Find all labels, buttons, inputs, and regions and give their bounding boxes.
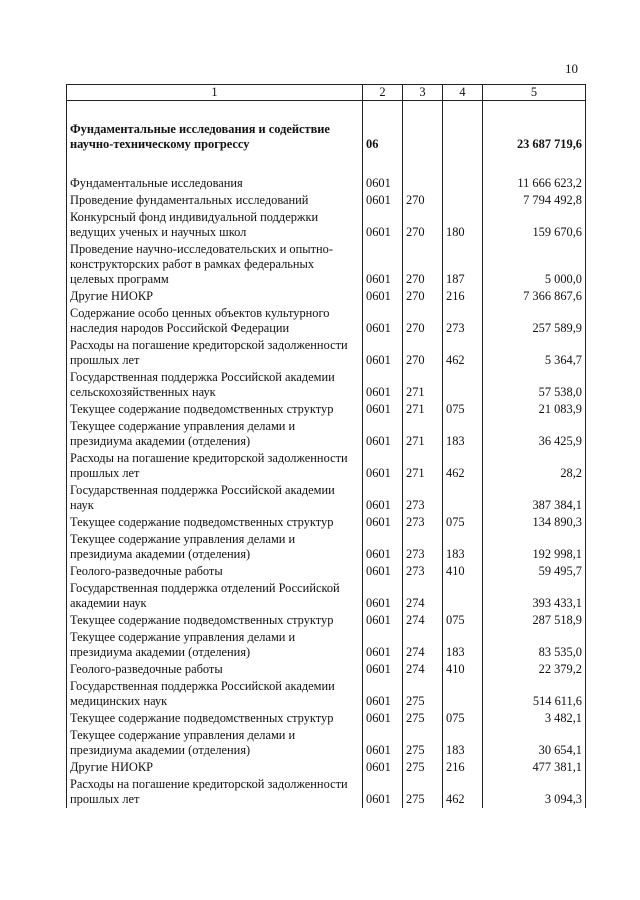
row-target-code-cell: 271 [403, 418, 443, 450]
row-expense-code-cell: 216 [443, 288, 483, 305]
header-col-2: 2 [363, 85, 403, 101]
row-name-cell: Текущее содержание подведомственных структур [67, 612, 363, 629]
row-expense-code-cell: 216 [443, 759, 483, 776]
row-amount-cell: 287 518,9 [483, 612, 586, 629]
row-target-code-cell: 275 [403, 776, 443, 808]
table-row [67, 175, 586, 192]
row-section-code-cell: 0601 [363, 727, 403, 759]
row-section-code-cell: 0601 [363, 241, 403, 288]
table-row [67, 337, 586, 369]
row-name-cell: Фундаментальные исследования [67, 175, 363, 192]
spacer-cell [403, 101, 443, 116]
row-amount-cell: 387 384,1 [483, 482, 586, 514]
table-row [67, 710, 586, 727]
page-number: 10 [565, 61, 578, 76]
row-target-code-cell: 273 [403, 482, 443, 514]
table-row [67, 401, 586, 418]
row-target-code-cell: 274 [403, 612, 443, 629]
table-row [67, 661, 586, 678]
row-expense-code-cell: 183 [443, 418, 483, 450]
row-section-code-cell: 0601 [363, 612, 403, 629]
row-section-code-cell: 0601 [363, 288, 403, 305]
spacer-cell [403, 153, 443, 175]
row-section-code-cell: 06 [363, 115, 403, 153]
row-section-code-cell: 0601 [363, 337, 403, 369]
row-expense-code-cell [443, 482, 483, 514]
table-row [67, 759, 586, 776]
header-col-1: 1 [67, 85, 363, 101]
row-expense-code-cell: 180 [443, 209, 483, 241]
row-amount-cell: 30 654,1 [483, 727, 586, 759]
row-expense-code-cell: 410 [443, 661, 483, 678]
row-expense-code-cell: 462 [443, 450, 483, 482]
table-row [67, 776, 586, 808]
spacer-cell [443, 101, 483, 116]
row-amount-cell: 5 000,0 [483, 241, 586, 288]
row-amount-cell: 57 538,0 [483, 369, 586, 401]
row-section-code-cell: 0601 [363, 580, 403, 612]
row-target-code-cell: 271 [403, 401, 443, 418]
row-section-code-cell: 0601 [363, 531, 403, 563]
row-section-code-cell: 0601 [363, 563, 403, 580]
row-expense-code-cell [443, 369, 483, 401]
row-amount-cell: 11 666 623,2 [483, 175, 586, 192]
row-section-code-cell: 0601 [363, 661, 403, 678]
row-section-code-cell: 0601 [363, 209, 403, 241]
row-name-cell: Проведение фундаментальных исследований [67, 192, 363, 209]
row-amount-cell: 36 425,9 [483, 418, 586, 450]
row-name-cell: Текущее содержание подведомственных структур [67, 514, 363, 531]
row-target-code-cell: 274 [403, 661, 443, 678]
section-heading-row [67, 115, 586, 153]
row-name-cell: Геолого-разведочные работы [67, 661, 363, 678]
row-expense-code-cell: 075 [443, 401, 483, 418]
row-section-code-cell: 0601 [363, 369, 403, 401]
row-name-cell: Текущее содержание подведомственных структур [67, 710, 363, 727]
row-amount-cell: 477 381,1 [483, 759, 586, 776]
table-row [67, 241, 586, 288]
row-expense-code-cell: 410 [443, 563, 483, 580]
table-body [67, 101, 586, 809]
table-row [67, 678, 586, 710]
row-name-cell: Государственная поддержка Российской академии сельскохозяйственных наук [67, 369, 363, 401]
row-target-code-cell: 270 [403, 288, 443, 305]
row-amount-cell: 257 589,9 [483, 305, 586, 337]
row-amount-cell: 514 611,6 [483, 678, 586, 710]
row-amount-cell: 3 482,1 [483, 710, 586, 727]
row-name-cell: Другие НИОКР [67, 288, 363, 305]
row-amount-cell: 59 495,7 [483, 563, 586, 580]
row-target-code-cell: 271 [403, 369, 443, 401]
row-target-code-cell: 275 [403, 710, 443, 727]
table-row [67, 209, 586, 241]
row-section-code-cell: 0601 [363, 514, 403, 531]
row-expense-code-cell: 183 [443, 531, 483, 563]
row-target-code-cell: 274 [403, 580, 443, 612]
row-name-cell: Конкурсный фонд индивидуальной поддержки ведущих ученых и научных школ [67, 209, 363, 241]
row-section-code-cell: 0601 [363, 482, 403, 514]
row-section-code-cell: 0601 [363, 401, 403, 418]
row-section-code-cell: 0601 [363, 759, 403, 776]
row-expense-code-cell: 075 [443, 514, 483, 531]
row-amount-cell: 83 535,0 [483, 629, 586, 661]
row-name-cell: Текущее содержание управления делами и президиума академии (отделения) [67, 418, 363, 450]
table-row [67, 305, 586, 337]
spacer-cell [67, 153, 363, 175]
row-name-cell: Текущее содержание управления делами и президиума академии (отделения) [67, 727, 363, 759]
row-target-code-cell: 274 [403, 629, 443, 661]
row-section-code-cell: 0601 [363, 175, 403, 192]
row-expense-code-cell: 462 [443, 337, 483, 369]
row-expense-code-cell [443, 678, 483, 710]
row-name-cell: Расходы на погашение кредиторской задолженности прошлых лет [67, 776, 363, 808]
spacer-cell [483, 101, 586, 116]
row-target-code-cell: 270 [403, 241, 443, 288]
row-name-cell: Содержание особо ценных объектов культурного наследия народов Российской Федерации [67, 305, 363, 337]
row-expense-code-cell [443, 115, 483, 153]
row-expense-code-cell: 183 [443, 629, 483, 661]
row-section-code-cell: 0601 [363, 450, 403, 482]
row-section-code-cell: 0601 [363, 776, 403, 808]
row-target-code-cell: 273 [403, 563, 443, 580]
table-row [67, 580, 586, 612]
row-name-cell: Государственная поддержка Российской академии наук [67, 482, 363, 514]
row-name-cell: Проведение научно-исследовательских и опытно-конструкторских работ в рамках федеральных целевых программ [67, 241, 363, 288]
row-amount-cell: 5 364,7 [483, 337, 586, 369]
row-target-code-cell: 270 [403, 192, 443, 209]
row-name-cell: Текущее содержание управления делами и президиума академии (отделения) [67, 629, 363, 661]
row-target-code-cell: 275 [403, 727, 443, 759]
row-name-cell: Расходы на погашение кредиторской задолженности прошлых лет [67, 450, 363, 482]
row-expense-code-cell: 187 [443, 241, 483, 288]
spacer-cell [363, 101, 403, 116]
row-expense-code-cell: 183 [443, 727, 483, 759]
row-expense-code-cell: 075 [443, 710, 483, 727]
row-target-code-cell: 273 [403, 531, 443, 563]
row-name-cell: Геолого-разведочные работы [67, 563, 363, 580]
spacer-cell [363, 153, 403, 175]
row-name-cell: Другие НИОКР [67, 759, 363, 776]
row-expense-code-cell [443, 175, 483, 192]
row-amount-cell: 7 794 492,8 [483, 192, 586, 209]
header-col-4: 4 [443, 85, 483, 101]
row-amount-cell: 23 687 719,6 [483, 115, 586, 153]
row-amount-cell: 28,2 [483, 450, 586, 482]
row-target-code-cell: 270 [403, 209, 443, 241]
row-amount-cell: 22 379,2 [483, 661, 586, 678]
row-target-code-cell: 273 [403, 514, 443, 531]
row-target-code-cell [403, 175, 443, 192]
table-row [67, 727, 586, 759]
row-amount-cell: 3 094,3 [483, 776, 586, 808]
row-target-code-cell: 275 [403, 678, 443, 710]
table-row [67, 450, 586, 482]
table-row [67, 369, 586, 401]
table-header-row [67, 85, 586, 101]
spacer-cell [483, 153, 586, 175]
row-amount-cell: 192 998,1 [483, 531, 586, 563]
budget-table [66, 84, 586, 808]
row-expense-code-cell [443, 192, 483, 209]
row-target-code-cell: 270 [403, 337, 443, 369]
row-expense-code-cell: 462 [443, 776, 483, 808]
table-row [67, 563, 586, 580]
row-section-code-cell: 0601 [363, 710, 403, 727]
header-col-5: 5 [483, 85, 586, 101]
row-expense-code-cell: 273 [443, 305, 483, 337]
table-row [67, 418, 586, 450]
row-amount-cell: 134 890,3 [483, 514, 586, 531]
row-name-cell: Текущее содержание подведомственных структур [67, 401, 363, 418]
row-name-cell: Текущее содержание управления делами и президиума академии (отделения) [67, 531, 363, 563]
row-section-code-cell: 0601 [363, 305, 403, 337]
row-target-code-cell: 271 [403, 450, 443, 482]
row-expense-code-cell: 075 [443, 612, 483, 629]
table-row [67, 629, 586, 661]
table-row [67, 514, 586, 531]
spacer-row [67, 101, 586, 116]
row-section-code-cell: 0601 [363, 629, 403, 661]
row-name-cell: Государственная поддержка отделений Российской академии наук [67, 580, 363, 612]
row-name-cell: Государственная поддержка Российской академии медицинских наук [67, 678, 363, 710]
spacer-cell [67, 101, 363, 116]
table-row [67, 612, 586, 629]
table-row [67, 531, 586, 563]
row-name-cell: Фундаментальные исследования и содействие научно-техническому прогрессу [67, 115, 363, 153]
spacer-row [67, 153, 586, 175]
table-row [67, 288, 586, 305]
table-row [67, 482, 586, 514]
row-section-code-cell: 0601 [363, 192, 403, 209]
row-target-code-cell: 270 [403, 305, 443, 337]
row-section-code-cell: 0601 [363, 678, 403, 710]
row-target-code-cell [403, 115, 443, 153]
row-amount-cell: 393 433,1 [483, 580, 586, 612]
row-amount-cell: 159 670,6 [483, 209, 586, 241]
row-name-cell: Расходы на погашение кредиторской задолженности прошлых лет [67, 337, 363, 369]
table-row [67, 192, 586, 209]
row-amount-cell: 7 366 867,6 [483, 288, 586, 305]
row-expense-code-cell [443, 580, 483, 612]
row-amount-cell: 21 083,9 [483, 401, 586, 418]
row-section-code-cell: 0601 [363, 418, 403, 450]
row-target-code-cell: 275 [403, 759, 443, 776]
spacer-cell [443, 153, 483, 175]
header-col-3: 3 [403, 85, 443, 101]
